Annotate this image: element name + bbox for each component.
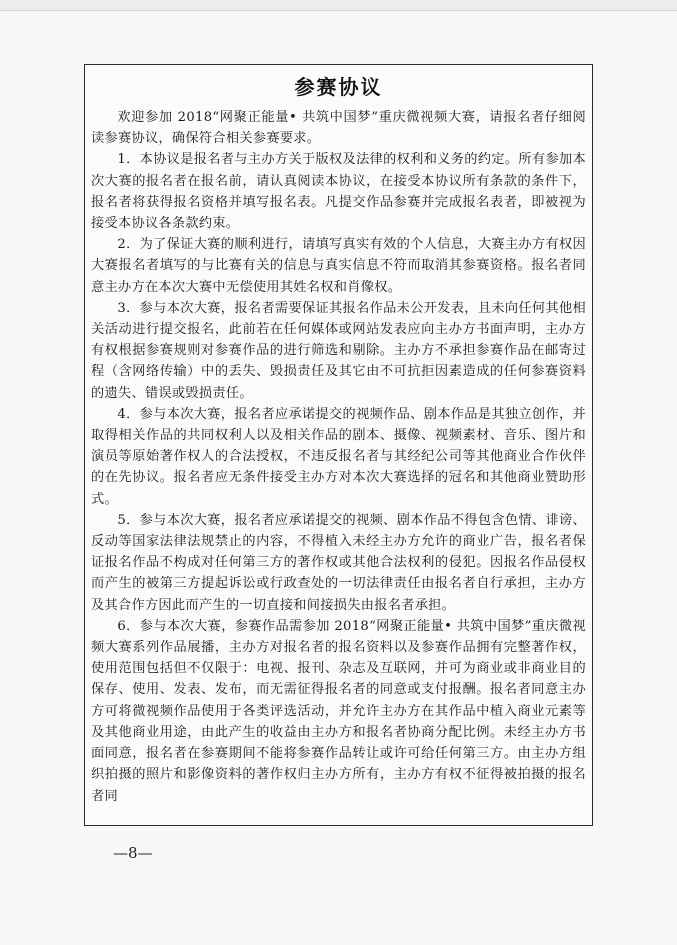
intro-paragraph: 欢迎参加 2018“网聚正能量• 共筑中国梦”重庆微视频大赛，请报名者仔细阅读参赛协议，确保符合相关参赛要求。 — [91, 110, 586, 147]
clause-6-paragraph: 6．参与本次大赛，参赛作品需参加 2018“网聚正能量• 共筑中国梦”重庆微视频大赛系列作品展播，主办方对报名者的报名资料以及参赛作品拥有完整著作权，使用范围包括但不仅限于：电视、报刊、杂志及互联网，并可为商业或非商业目的保存、使用、发表、发布，而无需征得报名者的同意或支付报酬。报名者同意主办方可将微视频作品使用于各类评选活动，并允许主办方在其作品中植入商业元素等及其他商业用途，由此产生的收益由主办方和报名者协商分配比例。未经主办方书面同意，报名者在参赛期间不能将参赛作品转让或许可给任何第三方。由主办方组织拍摄的照片和影像资料的著作权归主办方所有，主办方有权不征得被拍摄的报名者同 — [91, 618, 586, 804]
clause-3-paragraph: 3．参与本次大赛，报名者需要保证其报名作品未公开发表，且未向任何其他相关活动进行提交报名，此前若在任何媒体或网站发表应向主办方书面声明，主办方有权根据参赛规则对参赛作品的进行筛选和剔除。主办方不承担参赛作品在邮寄过程（含网络传输）中的丢失、毁损责任及其它由不可抗拒因素造成的任何参赛资料的遗失、错误或毁损责任。 — [91, 300, 586, 401]
clause-4-paragraph: 4．参与本次大赛，报名者应承诺提交的视频作品、剧本作品是其独立创作，并取得相关作品的共同权利人以及相关作品的剧本、摄像、视频素材、音乐、图片和演员等原始著作权人的合法授权，不违反报名者与其经纪公司等其他商业合作伙伴的在先协议。报名者应无条件接受主办方对本次大赛选择的冠名和其他商业赞助形式。 — [91, 406, 586, 507]
clause-2-paragraph: 2．为了保证大赛的顺利进行，请填写真实有效的个人信息，大赛主办方有权因大赛报名者填写的与比赛有关的信息与真实信息不符而取消其参赛资格。报名者同意主办方在本次大赛中无偿使用其姓名权和肖像权。 — [91, 237, 586, 295]
clause-1-paragraph: 1．本协议是报名者与主办方关于版权及法律的权利和义务的约定。所有参加本次大赛的报名者在报名前，请认真阅读本协议，在接受本协议所有条款的条件下，报名者将获得报名资格并填写报名表。凡提交作品参赛并完成报名表者，即被视为接受本协议各条款约束。 — [91, 152, 586, 232]
clause-5-paragraph: 5．参与本次大赛，报名者应承诺提交的视频、剧本作品不得包含色情、诽谤、反动等国家法律法规禁止的内容，不得植入未经主办方允许的商业广告，报名者保证报名作品不构成对任何第三方的著作权或其他合法权利的侵犯。因报名作品侵权而产生的被第三方提起诉讼或行政查处的一切法律责任由报名者自行承担，主办方及其合作方因此而产生的一切直接和间接损失由报名者承担。 — [91, 512, 586, 613]
document-content — [91, 73, 586, 825]
page-number: —8— — [113, 844, 153, 862]
document-title: 参赛协议 — [294, 75, 383, 99]
top-bar — [0, 0, 677, 11]
document-page — [84, 64, 593, 826]
